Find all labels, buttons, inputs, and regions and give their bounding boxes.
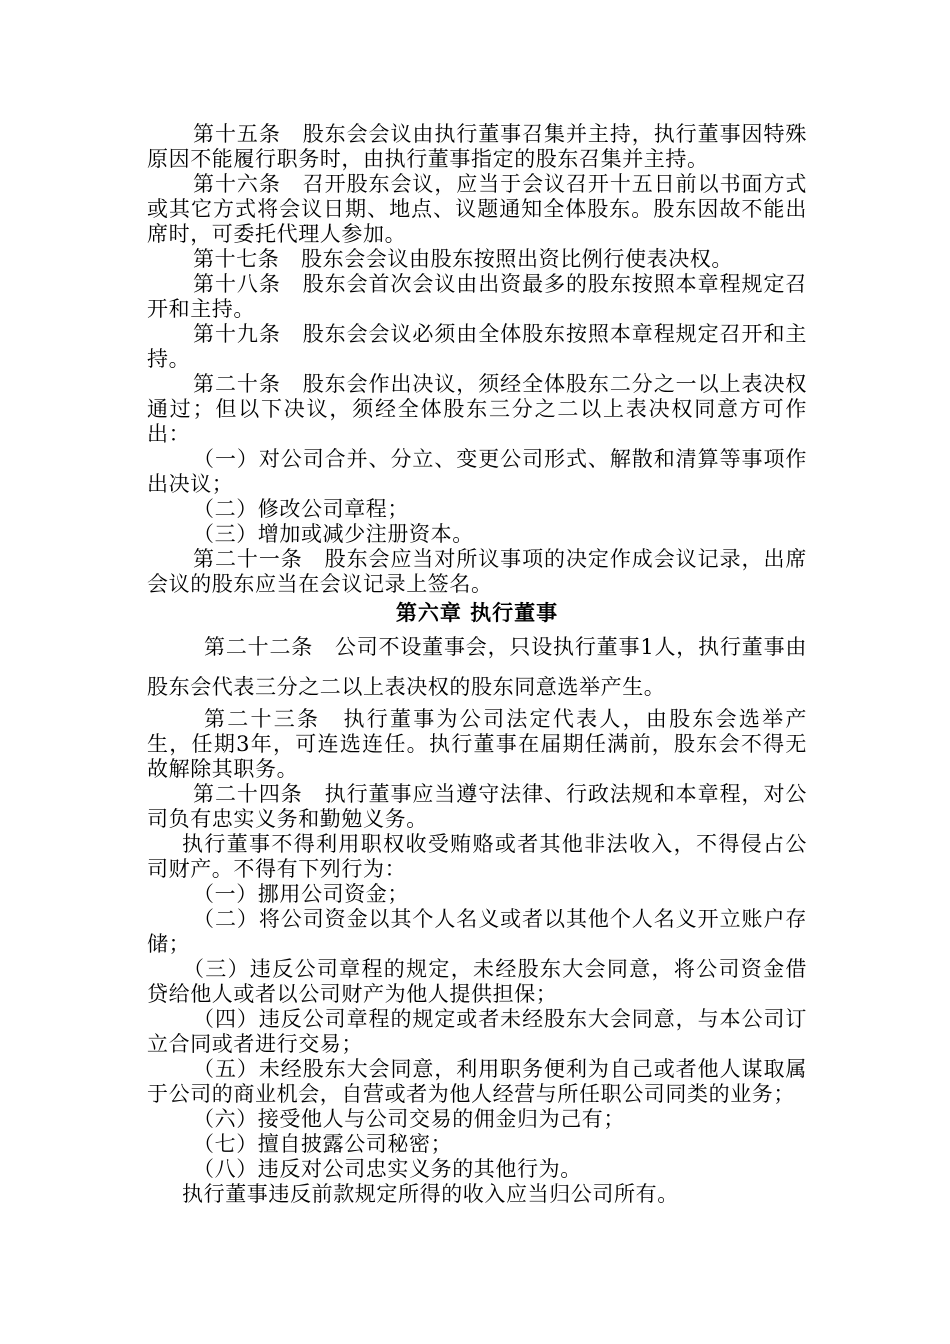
chapter-heading: 第六章 执行董事 <box>395 601 559 625</box>
article-20-item-2: （二）修改公司章程； <box>193 497 409 521</box>
article-24: 第二十四条 执行董事应当遵守法律、行政法规和本章程，对公司负有忠实义务和勤勉义务。 <box>147 782 807 831</box>
duty-item-3: （三）违反公司章程的规定，未经股东大会同意，将公司资金借贷给他人或者以公司财产为他人提供担保； <box>147 957 807 1006</box>
article-17: 第十七条 股东会会议由股东按照出资比例行使表决权。 <box>193 247 733 271</box>
article-21: 第二十一条 股东会应当对所议事项的决定作成会议记录，出席会议的股东应当在会议记录上签名。 <box>147 547 807 596</box>
article-23: 第二十三条 执行董事为公司法定代表人，由股东会选举产生，任期3年，可连选连任。执行董事在届期任满前，股东会不得无故解除其职务。 <box>147 707 807 781</box>
article-20-item-1: （一）对公司合并、分立、变更公司形式、解散和清算等事项作出决议； <box>147 447 807 496</box>
duty-item-5: （五）未经股东大会同意，利用职务便利为自己或者他人谋取属于公司的商业机会，自营或者为他人经营与所任职公司同类的业务； <box>147 1057 807 1106</box>
article-20: 第二十条 股东会作出决议，须经全体股东二分之一以上表决权通过；但以下决议，须经全体股东三分之二以上表决权同意方可作出： <box>147 372 807 446</box>
duty-item-8: （八）违反对公司忠实义务的其他行为。 <box>193 1157 582 1181</box>
duty-item-7: （七）擅自披露公司秘密； <box>193 1132 453 1156</box>
income-clause: 执行董事违反前款规定所得的收入应当归公司所有。 <box>182 1182 679 1206</box>
duty-item-1: （一）挪用公司资金； <box>193 882 409 906</box>
duty-item-4: （四）违反公司章程的规定或者未经股东大会同意，与本公司订立合同或者进行交易； <box>147 1007 807 1056</box>
article-15: 第十五条 股东会会议由执行董事召集并主持，执行董事因特殊原因不能履行职务时，由执行董事指定的股东召集并主持。 <box>147 122 807 171</box>
article-18: 第十八条 股东会首次会议由出资最多的股东按照本章程规定召开和主持。 <box>147 272 807 321</box>
article-22: 第二十二条 公司不设董事会，只设执行董事1人，执行董事由股东会代表三分之二以上表决权的股东同意选举产生。 <box>147 635 807 699</box>
article-24-duties: 执行董事不得利用职权收受贿赂或者其他非法收入，不得侵占公司财产。不得有下列行为： <box>147 832 807 881</box>
article-19: 第十九条 股东会会议必须由全体股东按照本章程规定召开和主持。 <box>147 322 807 371</box>
duty-item-2: （二）将公司资金以其个人名义或者以其他个人名义开立账户存储； <box>147 907 807 956</box>
article-16: 第十六条 召开股东会议，应当于会议召开十五日前以书面方式或其它方式将会议日期、地点、议题通知全体股东。股东因故不能出席时，可委托代理人参加。 <box>147 172 807 246</box>
duty-item-6: （六）接受他人与公司交易的佣金归为己有； <box>193 1107 625 1131</box>
document-body <box>147 122 807 1207</box>
article-20-item-3: （三）增加或减少注册资本。 <box>193 522 474 546</box>
